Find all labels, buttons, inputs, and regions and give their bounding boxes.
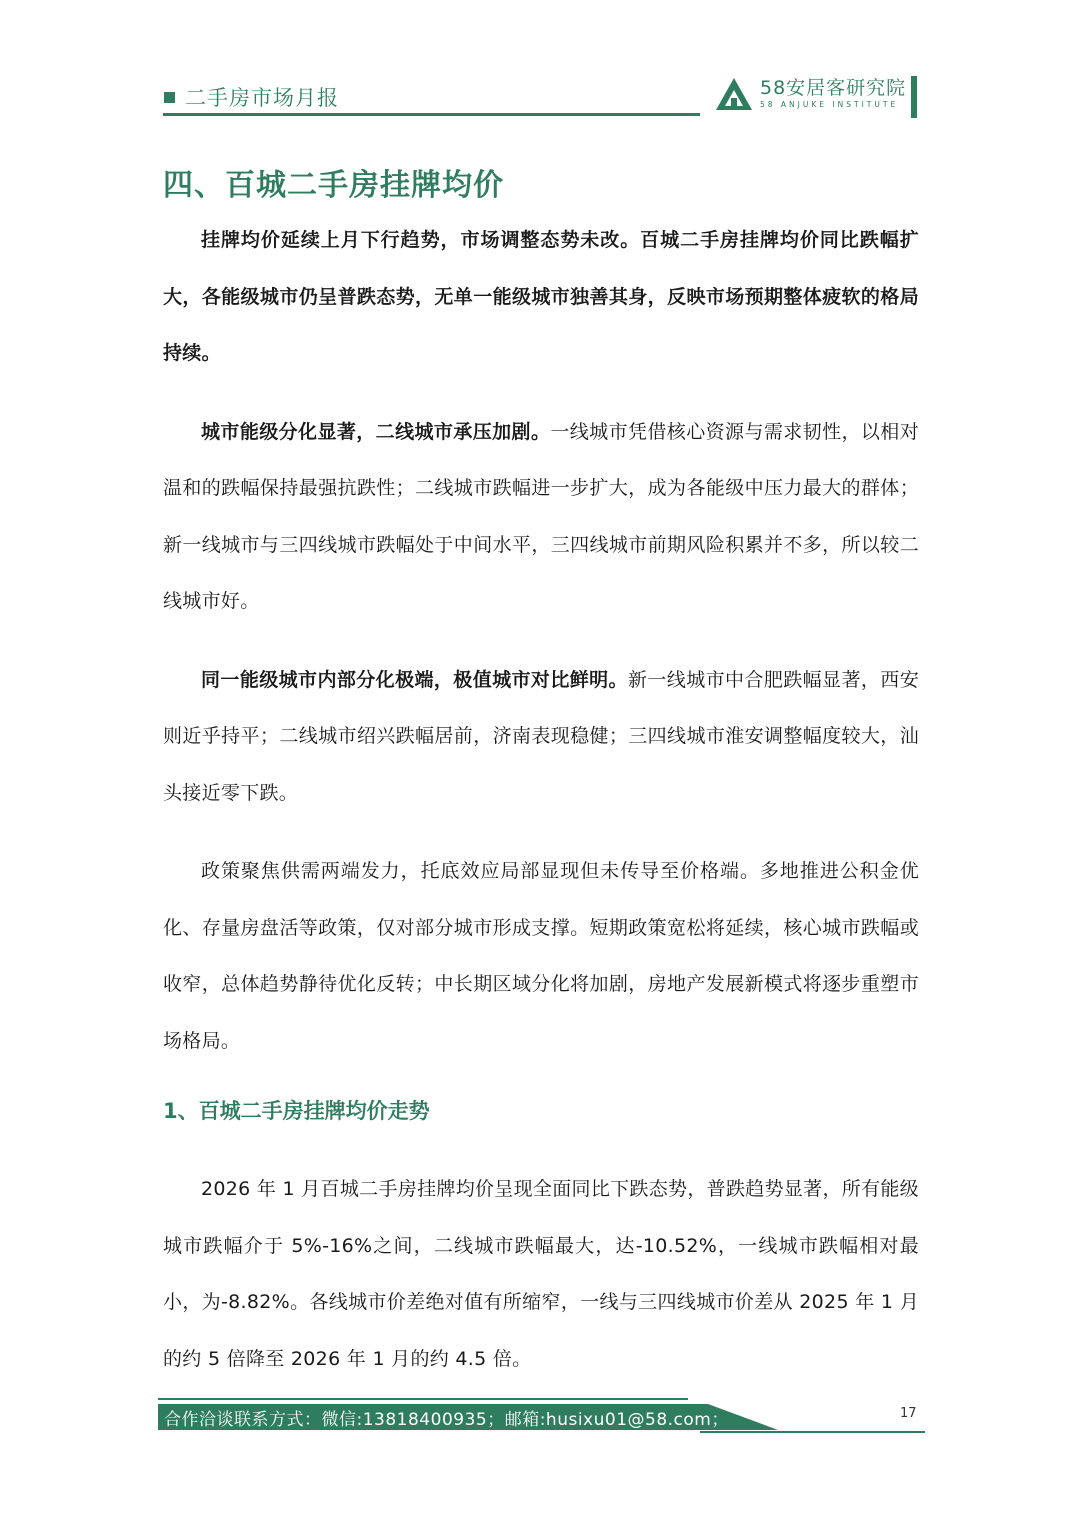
report-title-text: 二手房市场月报 xyxy=(185,86,339,110)
section-title: 四、百城二手房挂牌均价 xyxy=(163,168,504,204)
page-number: 17 xyxy=(900,1406,917,1421)
paragraph-lead: 同一能级城市内部分化极端，极值城市对比鲜明。 xyxy=(201,668,628,691)
paragraph-tier-divergence xyxy=(163,404,919,630)
report-body xyxy=(163,212,919,1409)
paragraph-body: 政策聚焦供需两端发力，托底效应局部显现但未传导至价格端。多地推进公积金优化、存量房盘活等政策，仅对部分城市形成支撑。短期政策宽松将延续，核心城市跌幅或收窄，总体趋势静待优化反转；中长期区域分化将加剧，房地产发展新模式将逐步重塑市场格局。 xyxy=(163,860,919,1052)
subsection-title: 1、百城二手房挂牌均价走势 xyxy=(163,1099,430,1123)
paragraph-summary xyxy=(163,212,919,382)
title-square-icon xyxy=(164,92,175,103)
institute-logo xyxy=(714,76,906,112)
page-footer xyxy=(0,1394,1080,1444)
logo-name-cn: 58安居客研究院 xyxy=(760,77,907,99)
report-title xyxy=(164,82,339,112)
logo-name-en: 58 ANJUKE INSTITUTE xyxy=(760,100,899,109)
paragraph-body: 2026 年 1 月百城二手房挂牌均价呈现全面同比下跌态势，普跌趋势显著，所有能级城市跌幅介于 5%-16%之间，二线城市跌幅最大，达-10.52%，一线城市跌幅相对最小，为-8.82%。各线城市价差绝对值有所缩窄，一线与三四线城市价差从 2025 年 1 月的约 5 倍降至 2026 年 1 月的约 4.5 倍。 xyxy=(163,1178,919,1370)
page-header xyxy=(0,0,1080,130)
header-divider xyxy=(163,113,700,116)
paragraph-lead: 城市能级分化显著，二线城市承压加剧。 xyxy=(201,420,551,443)
paragraph-price-trend xyxy=(163,1161,919,1387)
paragraph-policy xyxy=(163,843,919,1069)
paragraph-body: 一线城市凭借核心资源与需求韧性，以相对温和的跌幅保持最强抗跌性；二线城市跌幅进一步扩大，成为各能级中压力最大的群体；新一线城市与三四线城市跌幅处于中间水平，三四线城市前期风险积累并不多，所以较二线城市好。 xyxy=(163,420,920,612)
anjuke-logo-icon xyxy=(714,76,754,112)
paragraph-body: 新一线城市中合肥跌幅显著，西安则近乎持平；二线城市绍兴跌幅居前，济南表现稳健；三四线城市淮安调整幅度较大，汕头接近零下跌。 xyxy=(163,668,919,804)
header-accent-bar xyxy=(911,76,917,118)
paragraph-intra-tier xyxy=(163,652,919,822)
footer-contact: 合作洽谈联系方式：微信:13818400935；邮箱:husixu01@58.com； xyxy=(164,1410,729,1430)
paragraph-summary-text: 挂牌均价延续上月下行趋势，市场调整态势未改。百城二手房挂牌均价同比跌幅扩大，各能级城市仍呈普跌态势，无单一能级城市独善其身，反映市场预期整体疲软的格局持续。 xyxy=(163,229,919,364)
